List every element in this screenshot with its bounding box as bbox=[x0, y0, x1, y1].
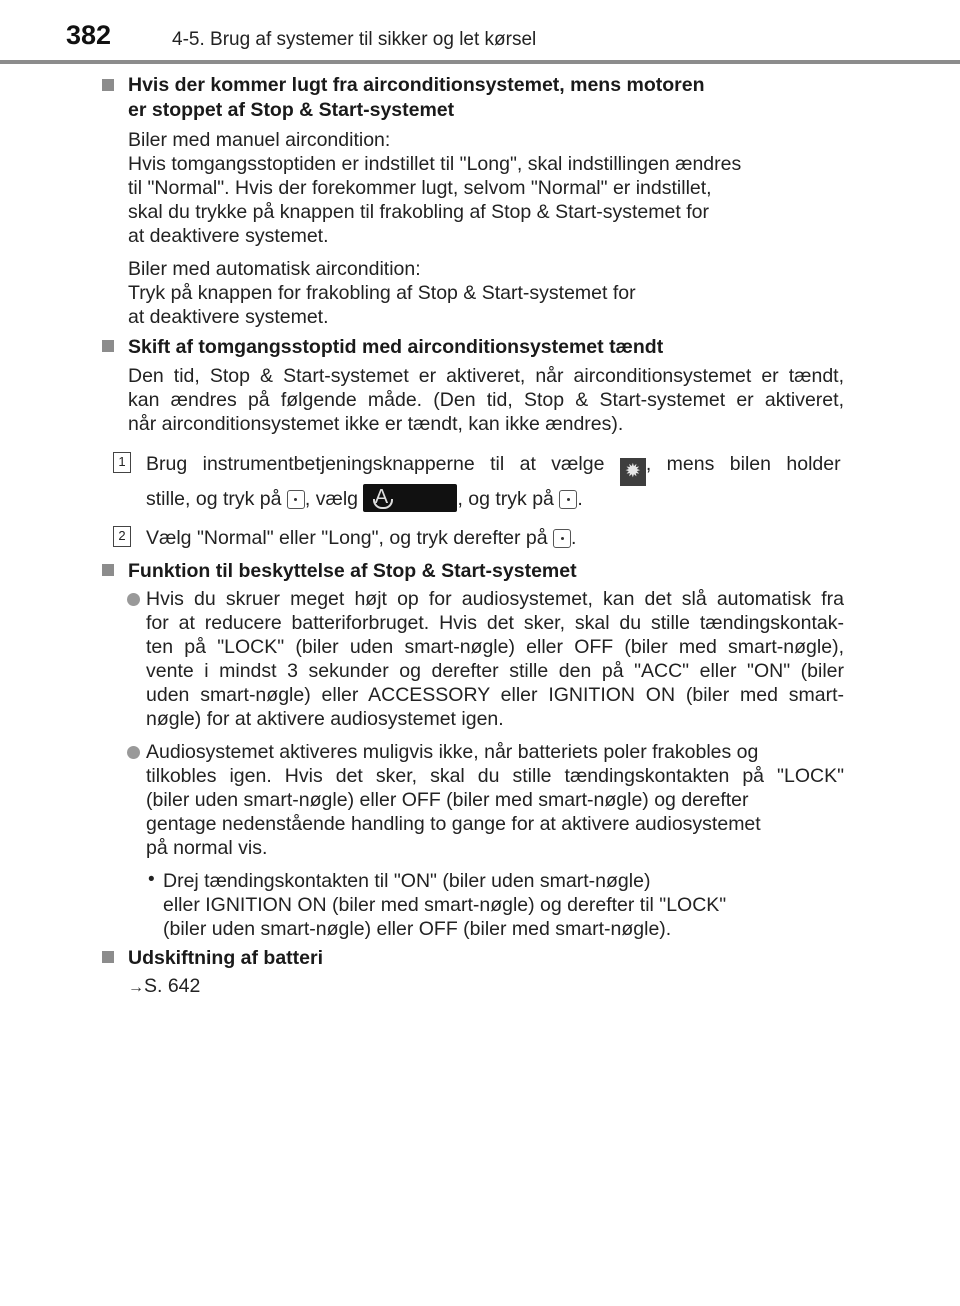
paragraph-line: eller IGNITION ON (biler med smart-nøgle) og derefter til "LOCK" bbox=[163, 894, 727, 916]
round-bullet-icon bbox=[127, 593, 140, 606]
arrow-right-icon: → bbox=[128, 979, 144, 996]
paragraph-line: Tryk på knappen for frakobling af Stop & Start-systemet for bbox=[128, 282, 636, 304]
step-1-line-2 bbox=[146, 484, 583, 512]
round-bullet-icon bbox=[127, 746, 140, 759]
paragraph-line: uden smart-nøgle) eller ACCESSORY eller IGNITION ON (biler med smart- bbox=[146, 684, 844, 706]
paragraph-line: på normal vis. bbox=[146, 837, 268, 859]
step-text: stille, og tryk på bbox=[146, 488, 282, 510]
paragraph-line: Hvis tomgangsstoptiden er indstillet til "Long", skal indstillingen ændres bbox=[128, 153, 742, 175]
sub-bullet: • bbox=[148, 869, 155, 890]
step-2-line bbox=[146, 526, 576, 550]
paragraph-line: Hvis du skruer meget højt op for audiosystemet, kan det slå automatisk fra bbox=[146, 588, 844, 610]
paragraph-line: ten på "LOCK" (biler uden smart-nøgle) eller OFF (biler med smart-nøgle), bbox=[146, 636, 844, 658]
paragraph-line: Drej tændingskontakten til "ON" (biler uden smart-nøgle) bbox=[163, 870, 651, 892]
paragraph-line: nøgle) for at aktivere audiosystemet igen. bbox=[146, 708, 504, 730]
section-heading: Funktion til beskyttelse af Stop & Start-systemet bbox=[128, 560, 577, 582]
settings-gear-icon: ✹ bbox=[620, 458, 646, 486]
page-number: 382 bbox=[66, 20, 112, 50]
step-text: . bbox=[577, 488, 583, 510]
chapter-title: 4-5. Brug af systemer til sikker og let kørsel bbox=[172, 29, 537, 50]
ok-key-icon bbox=[553, 529, 571, 548]
paragraph-line: kan ændres på følgende måde. (Den tid, Stop & Start-systemet er aktiveret, bbox=[128, 389, 844, 411]
paragraph-line: Biler med automatisk aircondition: bbox=[128, 258, 421, 280]
step-text: Brug instrumentbetjeningsknapperne til at vælge bbox=[146, 453, 605, 475]
page-reference-link[interactable]: S. 642 bbox=[144, 975, 201, 997]
paragraph-line: Biler med manuel aircondition: bbox=[128, 129, 391, 151]
square-bullet-icon bbox=[102, 564, 114, 576]
paragraph-line: Audiosystemet aktiveres muligvis ikke, når batteriets poler frakobles og bbox=[146, 741, 759, 763]
paragraph-line: for at reducere batteriforbruget. Hvis det sker, skal du stille tændingskontak- bbox=[146, 612, 844, 634]
step-text: , og tryk på bbox=[457, 488, 554, 510]
step-number-1: 1 bbox=[113, 452, 131, 473]
paragraph-line: tilkobles igen. Hvis det sker, skal du stille tændingskontakten på "LOCK" bbox=[146, 765, 844, 787]
section-heading: Hvis der kommer lugt fra airconditionsystemet, mens motoren bbox=[128, 74, 705, 96]
square-bullet-icon bbox=[102, 79, 114, 91]
step-text: Vælg "Normal" eller "Long", og tryk derefter på bbox=[146, 527, 548, 549]
step-text: , vælg bbox=[304, 488, 359, 510]
paragraph-line: når airconditionsystemet ikke er tændt, kan ikke ændres). bbox=[128, 413, 624, 435]
step-1-line-1 bbox=[146, 452, 844, 486]
stop-start-display-icon: A bbox=[363, 484, 457, 512]
header-divider bbox=[0, 60, 960, 64]
page-header bbox=[0, 0, 960, 64]
page-reference bbox=[128, 974, 200, 1000]
paragraph-line: Den tid, Stop & Start-systemet er aktiveret, når airconditionsystemet er tændt, bbox=[128, 365, 844, 387]
square-bullet-icon bbox=[102, 951, 114, 963]
paragraph-line: gentage nedenstående handling to gange for at aktivere audiosystemet bbox=[146, 813, 761, 835]
step-text: . bbox=[571, 527, 577, 549]
paragraph-line: (biler uden smart-nøgle) eller OFF (biler med smart-nøgle) og derefter bbox=[146, 789, 749, 811]
ok-key-icon bbox=[559, 490, 577, 509]
step-number-2: 2 bbox=[113, 526, 131, 547]
section-heading: Skift af tomgangsstoptid med airconditionsystemet tændt bbox=[128, 336, 664, 358]
paragraph-line: (biler uden smart-nøgle) eller OFF (biler med smart-nøgle). bbox=[163, 918, 672, 940]
ok-key-icon bbox=[287, 490, 305, 509]
paragraph-line: vente i mindst 3 sekunder og derefter stille den på "ACC" eller "ON" (biler bbox=[146, 660, 844, 682]
paragraph-line: skal du trykke på knappen til frakobling af Stop & Start-systemet for bbox=[128, 201, 709, 223]
paragraph-line: at deaktivere systemet. bbox=[128, 306, 329, 328]
square-bullet-icon bbox=[102, 340, 114, 352]
section-heading: Udskiftning af batteri bbox=[128, 947, 324, 969]
paragraph-line: til "Normal". Hvis der forekommer lugt, selvom "Normal" er indstillet, bbox=[128, 177, 712, 199]
step-text: , mens bilen holder bbox=[645, 453, 841, 475]
section-heading: er stoppet af Stop & Start-systemet bbox=[128, 99, 455, 121]
paragraph-line: at deaktivere systemet. bbox=[128, 225, 329, 247]
